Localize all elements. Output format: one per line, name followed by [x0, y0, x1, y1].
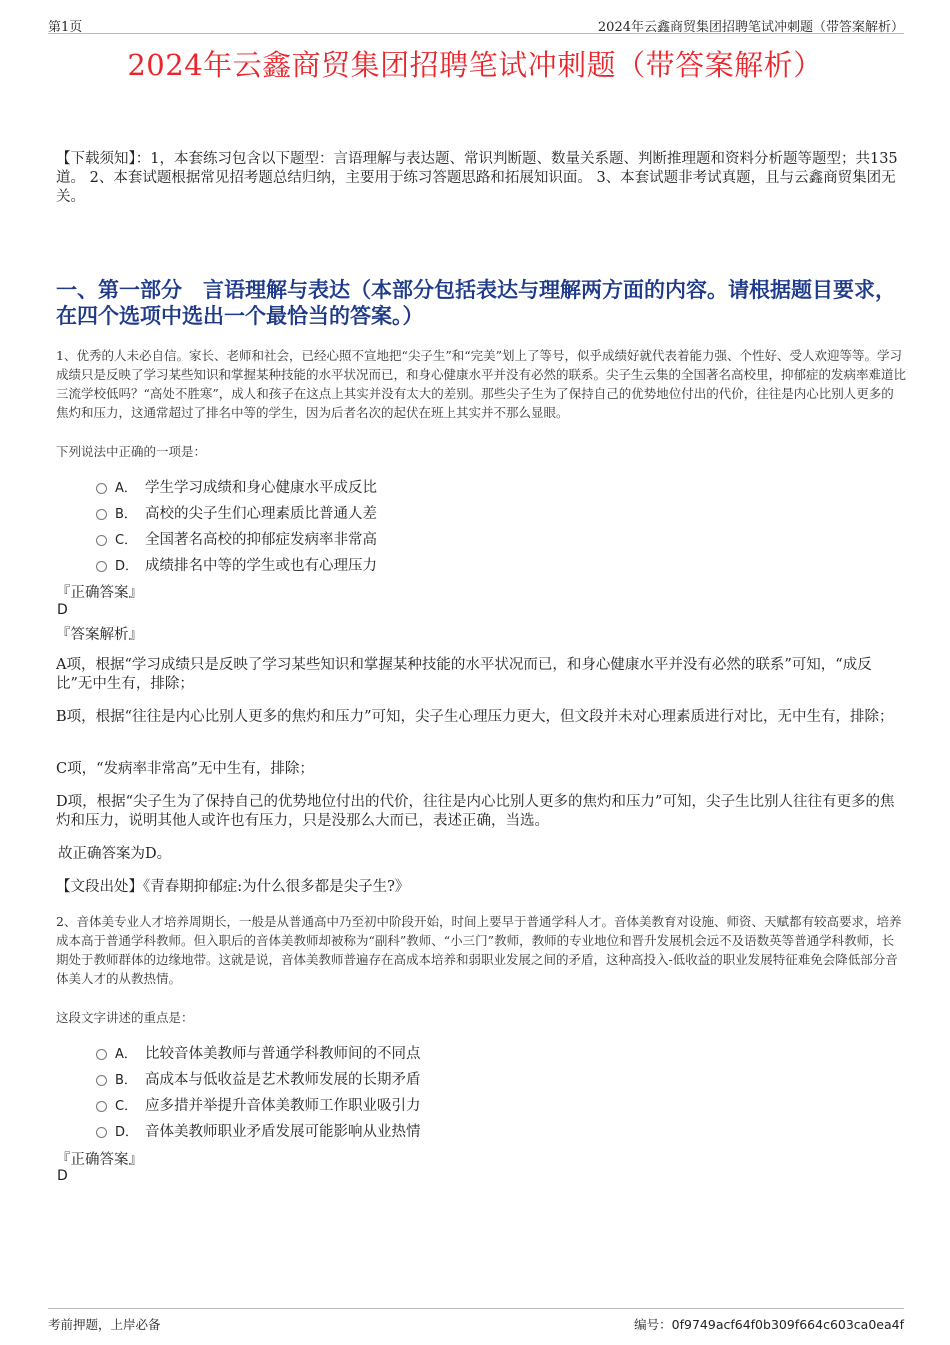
page-header — [48, 14, 904, 34]
radio-button-icon[interactable] — [96, 561, 107, 572]
download-notice: 【下载须知】：1，本套练习包含以下题型：言语理解与表达题、常识判断题、数量关系题、判断推理题和资料分析题等题型；共135道。 2、本套试题根据常见招考题总结归纳，主要用于练习答题思路和拓展知识面。 3、本套试题非考试真题，且与云鑫商贸集团无关。 — [56, 151, 898, 205]
analysis-option-d: D项，根据“尖子生为了保持自己的优势地位付出的代价，往往是内心比别人更多的焦灼和压力”可知，尖子生比别人往往有更多的焦灼和压力，说明其他人或许也有压力，只是没那么大而已，表述正确，当选。 — [56, 794, 895, 829]
question-1-option-d[interactable]: D． 成绩排名中等的学生或也有心理压力 — [96, 551, 377, 577]
question-1-options — [96, 473, 377, 577]
question-1-option-a[interactable]: A． 学生学习成绩和身心健康水平成反比 — [96, 473, 377, 499]
option-text: 高校的尖子生们心理素质比普通人差 — [145, 505, 377, 522]
question-1-analysis-label: 『答案解析』 — [56, 627, 143, 643]
question-2-prompt: 这段文字讲述的重点是： — [56, 1010, 194, 1025]
header-doc-name: 2024年云鑫商贸集团招聘笔试冲刺题（带答案解析） — [597, 20, 904, 35]
option-text: 应多措并举提升音体美教师工作职业吸引力 — [145, 1097, 421, 1114]
radio-button-icon[interactable] — [96, 483, 107, 494]
radio-button-icon[interactable] — [96, 535, 107, 546]
analysis-conclusion: 故正确答案为D。 — [58, 846, 172, 862]
radio-button-icon[interactable] — [96, 1075, 107, 1086]
analysis-option-b: B项，根据“往往是内心比别人更多的焦灼和压力”可知，尖子生心理压力更大，但文段并未对心理素质进行对比，无中生有，排除； — [56, 709, 894, 725]
question-2-stem: 2、音体美专业人才培养周期长，一般是从普通高中乃至初中阶段开始，时间上要早于普通学科人才。音体美教育对设施、师资、天赋都有较高要求，培养成本高于普通学科教师。但入职后的音体美教师却被称为“副科”教师、“小三门”教师，教师的专业地位和晋升发展机会远不及语数英等普通学科教师，长期处于教师群体的边缘地带。这就是说，音体美教师普遍存在高成本培养和弱职业发展之间的矛盾，这种高投入-低收益的职业发展特征难免会降低部分音体美人才的从教热情。 — [56, 914, 902, 986]
radio-button-icon[interactable] — [96, 1049, 107, 1060]
page-number-label: 第1页 — [48, 20, 83, 35]
question-2-option-a[interactable]: A． 比较音体美教师与普通学科教师间的不同点 — [96, 1039, 421, 1065]
footer-slogan: 考前押题，上岸必备 — [48, 1317, 161, 1332]
section-title: 一、第一部分 言语理解与表达（本部分包括表达与理解两方面的内容。请根据题目要求，在四个选项中选出一个最恰当的答案。） — [56, 277, 896, 328]
question-2-options — [96, 1039, 421, 1143]
question-1-prompt: 下列说法中正确的一项是： — [56, 444, 207, 459]
question-1-answer-label: 『正确答案』 — [56, 585, 143, 601]
analysis-source: 【文段出处】《青春期抑郁症:为什么很多都是尖子生?》 — [56, 879, 410, 895]
radio-button-icon[interactable] — [96, 1127, 107, 1138]
option-text: 全国著名高校的抑郁症发病率非常高 — [145, 531, 377, 548]
option-text: 音体美教师职业矛盾发展可能影响从业热情 — [145, 1123, 421, 1140]
question-2-option-b[interactable]: B． 高成本与低收益是艺术教师发展的长期矛盾 — [96, 1065, 421, 1091]
question-2-option-c[interactable]: C． 应多措并举提升音体美教师工作职业吸引力 — [96, 1091, 421, 1117]
option-text: 学生学习成绩和身心健康水平成反比 — [145, 479, 377, 496]
question-1-option-c[interactable]: C． 全国著名高校的抑郁症发病率非常高 — [96, 525, 377, 551]
option-text: 成绩排名中等的学生或也有心理压力 — [145, 557, 377, 574]
footer-code-label: 编号： — [634, 1317, 672, 1332]
radio-button-icon[interactable] — [96, 509, 107, 520]
analysis-option-a: A项，根据“学习成绩只是反映了学习某些知识和掌握某种技能的水平状况而已，和身心健康水平并没有必然的联系”可知，“成反比”无中生有，排除； — [56, 657, 872, 692]
analysis-option-c: C项，“发病率非常高”无中生有，排除； — [56, 761, 314, 777]
option-text: 高成本与低收益是艺术教师发展的长期矛盾 — [145, 1071, 421, 1088]
question-2-answer-label: 『正确答案』 — [56, 1152, 143, 1168]
footer-code — [634, 1315, 904, 1333]
radio-button-icon[interactable] — [96, 1101, 107, 1112]
question-2-option-d[interactable]: D． 音体美教师职业矛盾发展可能影响从业热情 — [96, 1117, 421, 1143]
question-1-stem: 1、优秀的人未必自信。家长、老师和社会，已经心照不宣地把“尖子生”和“完美”划上了等号，似乎成绩好就代表着能力强、个性好、受人欢迎等等。学习成绩只是反映了学习某些知识和掌握某种技能的水平状况而已，和身心健康水平并没有必然的联系。尖子生云集的全国著名高校里，抑郁症的发病率难道比三流学校低吗？“高处不胜寒”，成人和孩子在这点上其实并没有太大的差别。那些尖子生为了保持自己的优势地位付出的代价，往往是内心比别人更多的焦灼和压力，这通常超过了排名中等的学生，因为后者名次的起伏在班上其实并不那么显眼。 — [56, 348, 907, 420]
document-title: 2024年云鑫商贸集团招聘笔试冲刺题（带答案解析） — [127, 48, 823, 82]
question-2-answer: D — [57, 1168, 68, 1184]
question-1-answer: D — [57, 602, 68, 618]
page-footer — [48, 1308, 904, 1332]
question-1-option-b[interactable]: B． 高校的尖子生们心理素质比普通人差 — [96, 499, 377, 525]
option-text: 比较音体美教师与普通学科教师间的不同点 — [145, 1045, 421, 1062]
footer-code-value: 0f9749acf64f0b309f664c603ca0ea4f — [671, 1317, 904, 1332]
